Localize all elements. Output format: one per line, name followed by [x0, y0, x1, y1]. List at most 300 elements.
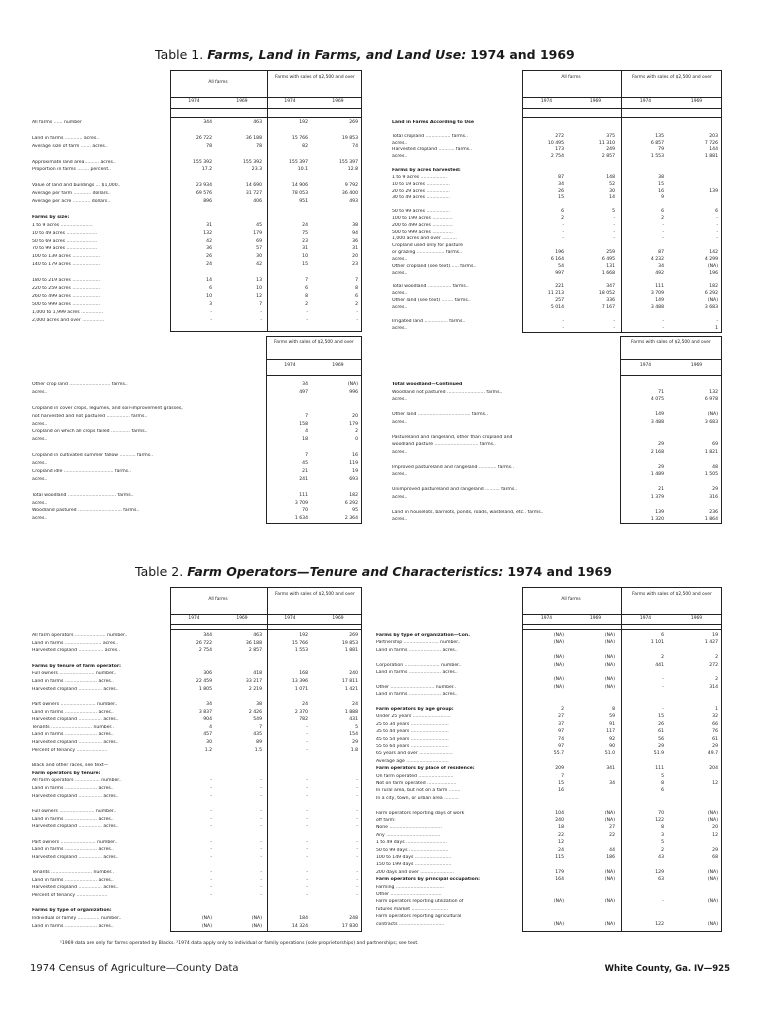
- cell-value: 7 167: [601, 304, 615, 310]
- table1-header-1969-s: 1969: [332, 99, 344, 104]
- cell-value: -: [210, 885, 212, 891]
- cell-value: 493: [349, 199, 358, 204]
- cell-value: 269: [349, 120, 358, 125]
- cell-value: 1: [715, 325, 718, 331]
- cell-value: 10: [206, 293, 212, 299]
- cell-value: 4: [305, 429, 308, 435]
- cell-value: 24: [352, 701, 358, 707]
- cell-value: -: [306, 870, 308, 876]
- row-label: Harvested cropland ................ acres..: [32, 885, 119, 891]
- cell-value: 7: [561, 773, 564, 779]
- cell-value: -: [662, 318, 664, 324]
- row-label: Harvested cropland ................ acres..: [32, 740, 119, 746]
- row-label: Approximate land area.......... acres..: [32, 159, 116, 165]
- cell-value: 10 495: [547, 140, 564, 146]
- cell-value: -: [260, 885, 262, 891]
- cell-value: 2: [661, 215, 664, 221]
- cell-value: -: [662, 707, 664, 712]
- cell-value: 8: [305, 293, 308, 299]
- cell-value: 6: [305, 285, 308, 291]
- cell-value: -: [210, 877, 212, 883]
- row-label: Individual or family ............... number..: [32, 916, 122, 922]
- cell-value: (NA): [604, 640, 615, 646]
- cell-value: 5: [661, 773, 664, 779]
- cell-value: 196: [709, 270, 718, 276]
- row-label: Farms by tenure of farm operator:: [32, 663, 121, 669]
- cell-value: -: [260, 877, 262, 883]
- row-label: 70 to 99 acres .....................: [32, 246, 98, 252]
- row-label: 65 years and over .......................: [376, 751, 453, 757]
- cell-value: 148: [606, 174, 615, 180]
- cell-value: 9: [661, 195, 664, 201]
- cell-value: -: [662, 236, 664, 242]
- row-label: Other crop land ............................ farms..: [32, 382, 128, 387]
- cell-value: -: [613, 318, 615, 324]
- row-label: Cropland on which all crops failed ............. farms..: [32, 429, 148, 435]
- cell-value: 12: [558, 840, 564, 846]
- cell-value: 6: [561, 209, 564, 215]
- table2-header-sales: Farms with sales of $2,500 and over: [275, 592, 355, 597]
- table1-header-1969-a: 1969: [236, 99, 248, 104]
- cell-value: 7 726: [704, 140, 718, 146]
- row-label: 2,000 acres and over ...............: [32, 317, 105, 323]
- cell-value: 457: [203, 732, 212, 738]
- row-label: Harvested cropland ................. acres..: [32, 648, 121, 654]
- cell-value: 7: [259, 301, 262, 307]
- cell-value: 36: [206, 246, 212, 252]
- row-label: Average per farm ............ dollars..: [32, 191, 111, 197]
- cell-value: 497: [299, 389, 308, 395]
- cell-value: -: [356, 309, 358, 315]
- table2-header-all-farms: All farms: [208, 597, 228, 602]
- cell-value: 6 857: [650, 140, 664, 146]
- cell-value: 21: [658, 487, 664, 492]
- cell-value: 2 426: [248, 709, 262, 715]
- cell-value: 97: [558, 744, 564, 749]
- cell-value: 782: [299, 717, 308, 723]
- row-label: Cropland used only for pasture: [392, 243, 464, 249]
- cell-value: 87: [558, 174, 564, 180]
- cell-value: 78: [206, 143, 212, 149]
- row-label: 50 to 69 acres .....................: [32, 238, 98, 244]
- cell-value: 1 881: [344, 648, 358, 654]
- cell-value: -: [306, 839, 308, 845]
- cell-value: 336: [606, 298, 615, 304]
- table1-right-header-1969-s: 1969: [690, 99, 703, 104]
- cell-value: 33 217: [245, 678, 262, 684]
- cell-value: 997: [555, 270, 564, 276]
- cell-value: -: [306, 724, 308, 730]
- row-label: acres..: [392, 472, 408, 477]
- cell-value: 30: [256, 254, 262, 260]
- table1-right-header-1969-a: 1969: [589, 99, 602, 104]
- cell-value: 29: [658, 442, 664, 447]
- cell-value: 6: [209, 285, 212, 291]
- cell-value: -: [613, 222, 615, 228]
- cell-value: -: [662, 229, 664, 235]
- cell-value: -: [260, 778, 262, 784]
- cell-value: 10.1: [297, 167, 308, 173]
- cell-value: 179: [349, 421, 358, 427]
- cell-value: -: [356, 885, 358, 891]
- cell-value: 549: [253, 717, 262, 723]
- table2-right-header-1974-a: 1974: [540, 616, 553, 621]
- cell-value: -: [356, 786, 358, 791]
- row-label: woodland pasture .............................. farms..: [392, 442, 496, 447]
- cell-value: 129: [655, 869, 664, 875]
- cell-value: 154: [349, 732, 358, 738]
- table1-right-header-all-farms: All farms: [561, 75, 581, 80]
- cell-value: 2: [661, 655, 664, 661]
- cell-value: -: [306, 824, 308, 830]
- row-label: acres..: [32, 389, 48, 395]
- cell-value: -: [562, 318, 564, 324]
- table2-title: [135, 565, 612, 579]
- table1-header-1974-s: 1974: [284, 99, 296, 104]
- cell-value: 19 853: [341, 135, 358, 141]
- cell-value: -: [260, 893, 262, 899]
- cell-value: 21: [302, 468, 308, 474]
- cell-value: (NA): [707, 263, 718, 269]
- row-label: acres..: [392, 304, 408, 310]
- cell-value: 10: [302, 254, 308, 260]
- row-label: 20 to 29 acres ................: [392, 188, 450, 194]
- cell-value: -: [716, 229, 718, 235]
- cell-value: 1 668: [601, 270, 615, 276]
- cell-value: 92: [609, 736, 615, 742]
- cell-value: 375: [606, 133, 615, 139]
- cell-value: 122: [655, 818, 664, 823]
- cell-value: 44: [609, 847, 615, 853]
- row-label: acres..: [392, 494, 408, 500]
- cell-value: 17.2: [201, 167, 212, 173]
- cell-value: 1 805: [198, 686, 212, 692]
- cell-value: 168: [299, 671, 308, 677]
- cell-value: 272: [555, 133, 564, 139]
- cell-value: 132: [203, 230, 212, 236]
- cell-value: (NA): [604, 655, 615, 661]
- row-label: not harvested and not pastured ................ farms..: [32, 413, 148, 419]
- cell-value: 3 709: [650, 291, 664, 297]
- cell-value: 2: [355, 301, 358, 307]
- cell-value: 14 324: [291, 923, 308, 929]
- cell-value: -: [562, 325, 564, 331]
- cell-value: 36 188: [245, 640, 262, 646]
- cell-value: 29: [712, 847, 718, 853]
- cell-value: (NA): [604, 810, 615, 816]
- cell-value: 104: [555, 810, 564, 816]
- row-label: Total woodland ................ farms..: [392, 284, 469, 290]
- cell-value: -: [260, 824, 262, 830]
- cell-value: (NA): [604, 684, 615, 690]
- row-label: 260 to 499 acres ...................: [32, 293, 101, 299]
- cell-value: 406: [253, 199, 262, 204]
- cell-value: 52: [609, 181, 615, 187]
- cell-value: 74: [558, 736, 564, 742]
- table1-lower-left-header-sales: Farms with sales of $2,500 and over: [274, 340, 354, 345]
- cell-value: -: [356, 854, 358, 860]
- row-label: Corporation ........................ number..: [376, 662, 462, 668]
- row-label: Land in farms ...................... acres..: [376, 692, 458, 698]
- cell-value: 1 421: [344, 686, 358, 692]
- row-label: Harvested cropland ........... farms..: [392, 147, 473, 153]
- row-label: 10 to 19 acres ................: [392, 181, 450, 187]
- cell-value: 2: [661, 847, 664, 853]
- table2-title-text: Farm Operators—Tenure and Characteristics:: [187, 564, 504, 579]
- row-label: Harvested cropland ................ acres..: [32, 717, 119, 723]
- row-label: 1,000 to 1,999 acres ...............: [32, 309, 104, 315]
- row-label: Land in houselots, barnlots, ponds, roads, wasteland, etc.. farms..: [392, 509, 544, 515]
- cell-value: 435: [253, 732, 262, 738]
- cell-value: 2 168: [650, 449, 664, 455]
- row-label: Farms by acres harvested:: [392, 167, 461, 173]
- cell-value: (NA): [553, 899, 564, 905]
- cell-value: -: [306, 317, 308, 323]
- cell-value: 76: [712, 729, 718, 735]
- cell-value: 249: [606, 147, 615, 153]
- cell-value: 155 397: [339, 159, 358, 165]
- cell-value: 132: [709, 389, 718, 395]
- row-label: Other ...................................: [376, 892, 442, 897]
- cell-value: -: [260, 808, 262, 814]
- row-label: acres..: [32, 516, 48, 522]
- cell-value: (NA): [604, 877, 615, 883]
- row-label: 100 to 199 acres ..............: [392, 215, 453, 221]
- cell-value: 38: [256, 701, 262, 707]
- row-label: Cropland in cultivated summer fallow ........... farms..: [32, 453, 154, 459]
- cell-value: -: [306, 854, 308, 860]
- cell-value: 18 052: [598, 291, 615, 297]
- cell-value: 30: [609, 188, 615, 194]
- cell-value: (NA): [553, 662, 564, 668]
- row-label: futures market .........................: [376, 906, 448, 912]
- cell-value: 3 488: [650, 304, 664, 310]
- cell-value: 111: [655, 766, 664, 772]
- table2-header-1974-s: 1974: [284, 616, 296, 621]
- row-label: Cropland in cover crops, legumes, and soil-improvement grasses,: [32, 405, 183, 411]
- row-label: Average per acre ............ dollars..: [32, 199, 111, 204]
- row-label: 45 to 54 years ..........................: [376, 736, 449, 742]
- cell-value: 1 320: [650, 517, 664, 522]
- cell-value: 1.8: [350, 747, 358, 753]
- cell-value: 4: [209, 724, 212, 730]
- cell-value: 1 553: [650, 154, 664, 160]
- cell-value: 16: [558, 788, 564, 794]
- cell-value: 344: [203, 120, 212, 125]
- cell-value: 91: [609, 721, 615, 727]
- cell-value: -: [306, 793, 308, 799]
- cell-value: 27: [609, 825, 615, 831]
- cell-value: 18: [558, 825, 564, 831]
- row-label: Harvested cropland ................ acres..: [32, 686, 119, 692]
- cell-value: 34: [302, 382, 308, 387]
- cell-value: 23: [302, 238, 308, 244]
- cell-value: 1 864: [704, 517, 718, 522]
- table1-title-text: Farms, Land in Farms, and Land Use:: [207, 47, 467, 62]
- cell-value: 12: [712, 781, 718, 786]
- cell-value: 26 722: [195, 640, 212, 646]
- cell-value: 59: [609, 714, 615, 720]
- cell-value: 3 683: [704, 419, 718, 425]
- row-label: Land in farms ...................... acres..: [32, 732, 114, 738]
- cell-value: 8: [661, 825, 664, 831]
- cell-value: -: [662, 684, 664, 690]
- cell-value: 22: [609, 832, 615, 838]
- cell-value: -: [356, 877, 358, 883]
- cell-value: (NA): [707, 412, 718, 417]
- table1-lower-right-header-1969: 1969: [690, 363, 703, 368]
- row-label: Not on farm operated ....................: [376, 781, 457, 786]
- cell-value: 56: [658, 736, 664, 742]
- cell-value: 6: [661, 209, 664, 215]
- cell-value: 20: [352, 254, 358, 260]
- row-label: Farm operators reporting days of work: [376, 810, 465, 816]
- row-label: Tenants ............................ number..: [32, 724, 114, 730]
- row-label: Farms by size:: [32, 214, 70, 220]
- row-label: 1 to 49 days ............................: [376, 840, 447, 846]
- cell-value: 6 292: [704, 291, 718, 297]
- cell-value: -: [210, 317, 212, 323]
- cell-value: 24: [302, 701, 308, 707]
- cell-value: 8: [612, 707, 615, 712]
- cell-value: -: [613, 236, 615, 242]
- cell-value: 7: [305, 413, 308, 419]
- cell-value: -: [662, 677, 664, 683]
- cell-value: -: [562, 236, 564, 242]
- row-label: acres..: [392, 325, 408, 331]
- cell-value: -: [260, 317, 262, 323]
- cell-value: 29: [352, 740, 358, 746]
- cell-value: 70: [658, 810, 664, 816]
- cell-value: 2: [715, 677, 718, 683]
- row-label: Unimproved pastureland and rangeland .......... farms..: [392, 487, 518, 492]
- table2-header-1969-a: 1969: [236, 616, 248, 621]
- cell-value: 155 397: [289, 159, 308, 165]
- row-label: 140 to 179 acres ...................: [32, 262, 101, 268]
- cell-value: 1 427: [704, 640, 718, 646]
- table2-header-1974-a: 1974: [188, 616, 200, 621]
- cell-value: -: [260, 793, 262, 799]
- table1-right-header-sales: Farms with sales of $2,500 and over: [632, 75, 712, 80]
- cell-value: -: [306, 309, 308, 315]
- row-label: Land in farms ...................... acres..: [32, 847, 114, 853]
- cell-value: 63: [658, 877, 664, 883]
- cell-value: 12: [256, 293, 262, 299]
- cell-value: 51.0: [604, 751, 615, 757]
- cell-value: 61: [658, 729, 664, 735]
- cell-value: 2 754: [198, 648, 212, 654]
- cell-value: 43: [658, 855, 664, 860]
- row-label: Farms by type of organization:: [32, 908, 112, 914]
- cell-value: 6: [661, 633, 664, 638]
- cell-value: 78 053: [291, 191, 308, 197]
- cell-value: 49.7: [707, 751, 718, 757]
- cell-value: 3: [209, 301, 212, 307]
- table1-title: [155, 48, 575, 62]
- cell-value: 306: [203, 671, 212, 677]
- cell-value: -: [662, 899, 664, 905]
- row-label: Full owners ........................ number..: [32, 808, 117, 814]
- cell-value: (NA): [707, 818, 718, 823]
- cell-value: 0: [355, 437, 358, 443]
- cell-value: 142: [709, 250, 718, 256]
- cell-value: 951: [299, 199, 308, 204]
- row-label: Farm operators by place of residence:: [376, 766, 475, 772]
- row-label: 180 to 219 acres ...................: [32, 278, 101, 283]
- cell-value: 24: [206, 262, 212, 268]
- row-label: acres..: [32, 476, 48, 482]
- cell-value: 2: [715, 655, 718, 661]
- cell-value: -: [662, 325, 664, 331]
- row-label: On farm operated ........................: [376, 773, 454, 779]
- cell-value: (NA): [553, 655, 564, 661]
- cell-value: 139: [655, 509, 664, 515]
- cell-value: 7: [355, 278, 358, 283]
- cell-value: 1.5: [254, 747, 262, 753]
- row-label: Tenants ............................ number..: [32, 870, 114, 876]
- row-label: acres..: [392, 154, 408, 160]
- table2-right-header-1974-s: 1974: [639, 616, 652, 621]
- cell-value: 2: [561, 707, 564, 712]
- cell-value: 996: [349, 389, 358, 395]
- cell-value: 272: [709, 662, 718, 668]
- cell-value: 1.2: [204, 747, 212, 753]
- cell-value: 184: [299, 916, 308, 922]
- row-label: Percent of tenancy .....................: [32, 747, 108, 753]
- cell-value: 26: [558, 188, 564, 194]
- cell-value: 95: [352, 508, 358, 514]
- cell-value: 75: [302, 230, 308, 236]
- cell-value: 117: [606, 729, 615, 735]
- cell-value: (NA): [604, 869, 615, 875]
- cell-value: -: [260, 786, 262, 791]
- cell-value: (NA): [707, 877, 718, 883]
- row-label: Black and other races, see text—: [32, 763, 109, 769]
- cell-value: 22: [558, 832, 564, 838]
- cell-value: 693: [349, 476, 358, 482]
- cell-value: 3: [661, 832, 664, 838]
- cell-value: -: [613, 229, 615, 235]
- row-label: 500 to 999 acres ..............: [392, 229, 453, 235]
- cell-value: 82: [302, 143, 308, 149]
- table1-header-all-farms: All farms: [208, 80, 228, 85]
- cell-value: -: [306, 747, 308, 753]
- cell-value: 1 553: [294, 648, 308, 654]
- cell-value: -: [356, 847, 358, 853]
- cell-value: 3 683: [704, 304, 718, 310]
- row-label: 55 to 64 years ..........................: [376, 744, 449, 749]
- cell-value: (NA): [553, 677, 564, 683]
- row-label: Percent of tenancy .....................: [32, 893, 108, 899]
- cell-value: (NA): [707, 869, 718, 875]
- table1-right-header-1974-s: 1974: [639, 99, 652, 104]
- row-label: off farm:: [376, 818, 396, 823]
- cell-value: 1 881: [704, 154, 718, 160]
- cell-value: -: [356, 824, 358, 830]
- cell-value: 23 934: [195, 183, 212, 189]
- row-label: Farm operators reporting agricultural: [376, 914, 462, 920]
- row-label: Woodland not pastured .......................... farms..: [392, 389, 503, 395]
- cell-value: 17 811: [341, 678, 358, 684]
- cell-value: 2 754: [550, 154, 564, 160]
- row-label: Irrigated land ................ farms..: [392, 318, 466, 324]
- row-label: Harvested cropland ................ acres..: [32, 793, 119, 799]
- cell-value: 259: [606, 250, 615, 256]
- cell-value: -: [210, 309, 212, 315]
- row-label: acres..: [32, 421, 48, 427]
- row-label: acres..: [392, 397, 408, 402]
- row-label: Land in farms ...................... acres..: [32, 923, 114, 929]
